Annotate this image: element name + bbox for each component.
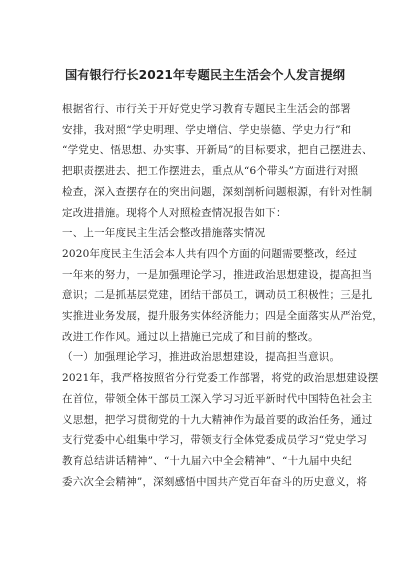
text-line: 检查，深入查摆存在的突出问题，深刻剖析问题根源，有针对性制 [62,185,373,198]
text-line: 根据省行、市行关于开好党史学习教育专题民主生活会的部署 [62,103,351,115]
text-line: 定改进措施。现将个人对照检查情况报告如下： [62,206,287,219]
paragraph-intro [62,99,373,223]
document-title: 国有银行行长2021年专题民主生活会个人发言提纲 [64,68,346,82]
text-line: 把职责摆进去、把工作摆进去，重点从“6个带头”方面进行对照 [62,165,359,178]
text-line: 实推进业务发展，提升服务实体经济能力；四是全面落实从严治党， [62,310,383,323]
heading-line: （一）加强理论学习，推进政治思想建设，提高担当意识。 [62,351,341,364]
text-line: 委六次全会精神”，深刻感悟中国共产党百年奋斗的历史意义，将 [62,475,368,488]
text-line: 安排，我对照“学史明理、学史增信、学史崇德、学史力行”和 [62,123,352,136]
text-line: 教育总结讲话精神”、“十九届六中全会精神”、“十九届中央纪 [62,454,352,467]
paragraph-detail [62,368,379,492]
subsection-heading [62,347,348,368]
text-line: 意识；二是抓基层党建，团结干部员工，调动员工积极性；三是扎 [62,289,373,302]
section-heading [62,223,348,244]
text-line: 2020年度民主生活会本人共有四个方面的问题需要整改，经过 [62,247,358,260]
text-line: 义思想，把学习贯彻党的十九大精神作为最首要的政治任务，通过 [62,413,373,426]
text-line: 一年来的努力，一是加强理论学习，推进政治思想建设，提高担当 [62,268,373,281]
text-line: 在首位，带领全体干部员工深入学习习近平新时代中国特色社会主 [62,392,373,405]
text-line: “学党史、悟思想、办实事、开新局”的目标要求，把自己摆进去、 [62,144,373,157]
heading-line: 一、上一年度民主生活会整改措施落实情况 [62,227,266,240]
text-line: 支行党委中心组集中学习，带领支行全体党委成员学习“党史学习 [62,434,368,447]
paragraph-summary [62,244,383,348]
text-line: 改进工作作风。通过以上措施已完成了和目前的整改。 [62,330,319,343]
text-line: 2021年，我严格按照省分行党委工作部署，将党的政治思想建设摆 [62,372,379,385]
